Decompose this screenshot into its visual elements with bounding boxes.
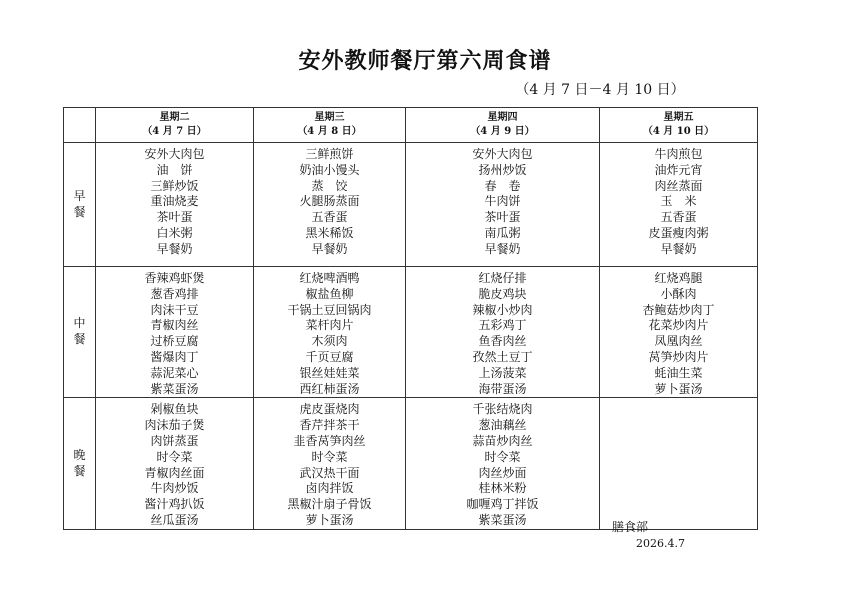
footer-date: 2026.4.7	[636, 537, 685, 550]
menu-item: 重油烧麦	[150, 194, 199, 209]
menu-item: 安外大肉包	[472, 147, 533, 161]
menu-item: 丝瓜蛋汤	[150, 512, 199, 527]
menu-item: 孜然土豆丁	[472, 349, 533, 364]
menu-item: 红烧鸡腿	[654, 271, 703, 285]
menu-item: 早餐奶	[156, 241, 193, 256]
menu-item: 萝卜蛋汤	[305, 512, 354, 527]
menu-item: 葱香鸡排	[150, 286, 199, 301]
menu-cell	[600, 398, 758, 529]
menu-item: 剁椒鱼块	[150, 402, 199, 417]
menu-cell	[406, 143, 600, 267]
meal-label-dinner: 晚 餐	[64, 398, 96, 529]
menu-item: 辣椒小炒肉	[472, 302, 533, 317]
menu-item: 香芹拌茶干	[299, 418, 360, 433]
breakfast-row	[64, 143, 758, 267]
menu-item: 海带蛋汤	[478, 381, 527, 396]
date-range: （4 月 7 日－4 月 10 日）	[515, 82, 685, 98]
menu-item: 时令菜	[311, 449, 348, 464]
day-header: 星期三 （4 月 8 日）	[254, 108, 406, 143]
menu-item: 肉饼蒸蛋	[150, 433, 199, 448]
menu-item: 鱼香肉丝	[478, 334, 527, 349]
menu-item: 虎皮蛋烧肉	[299, 402, 360, 417]
menu-item: 桂林米粉	[478, 481, 527, 496]
menu-item: 油炸元宵	[654, 162, 703, 177]
menu-item: 早餐奶	[484, 241, 521, 256]
menu-item: 肉丝炒面	[478, 465, 527, 480]
menu-item: 时令菜	[156, 449, 193, 464]
menu-cell	[254, 398, 406, 529]
menu-item: 千页豆腐	[305, 349, 354, 364]
menu-item: 椒盐鱼柳	[305, 286, 354, 301]
menu-item: 蒸 饺	[311, 178, 348, 193]
menu-item: 菜杆肉片	[305, 318, 354, 333]
menu-item: 肉丝蒸面	[654, 178, 703, 193]
menu-item: 早餐奶	[660, 241, 697, 256]
menu-item: 五香蛋	[660, 210, 697, 225]
menu-item: 蒜苗炒肉丝	[472, 433, 533, 448]
menu-item: 韭香莴笋肉丝	[293, 433, 366, 448]
meal-label-breakfast: 早 餐	[64, 143, 96, 267]
menu-item: 咖喱鸡丁拌饭	[466, 497, 539, 512]
menu-item: 紫菜蛋汤	[150, 381, 199, 396]
menu-item: 黑米稀饭	[305, 225, 354, 240]
menu-item: 萝卜蛋汤	[654, 381, 703, 396]
day-header: 星期五 （4 月 10 日）	[600, 108, 758, 143]
menu-item: 花菜炒肉片	[648, 318, 709, 333]
menu-cell	[406, 398, 600, 529]
meal-label-lunch: 中 餐	[64, 267, 96, 398]
dinner-row	[64, 398, 758, 529]
menu-cell	[254, 267, 406, 398]
menu-item: 木须肉	[311, 334, 348, 349]
menu-item: 卤肉拌饭	[305, 481, 354, 496]
menu-item: 牛肉煎包	[654, 147, 703, 161]
menu-item: 肉沫茄子煲	[144, 418, 205, 433]
menu-item: 红烧仔排	[478, 271, 527, 285]
menu-cell	[600, 267, 758, 398]
menu-item: 扬州炒饭	[478, 162, 527, 177]
menu-item: 青椒肉丝面	[144, 465, 205, 480]
menu-item: 小酥肉	[660, 286, 697, 301]
menu-item: 皮蛋瘦肉粥	[648, 225, 709, 240]
day-header: 星期二 （4 月 7 日）	[96, 108, 254, 143]
menu-item: 西红柿蛋汤	[299, 381, 360, 396]
menu-item: 三鲜煎饼	[305, 147, 354, 161]
lunch-row	[64, 267, 758, 398]
menu-item: 千张结烧肉	[472, 402, 533, 417]
corner-cell	[64, 108, 96, 143]
menu-item: 早餐奶	[311, 241, 348, 256]
footer-department: 膳食部	[612, 520, 649, 534]
menu-item: 牛肉炒饭	[150, 481, 199, 496]
menu-item: 奶油小馒头	[299, 162, 360, 177]
menu-cell	[600, 143, 758, 267]
menu-cell	[96, 143, 254, 267]
menu-item: 过桥豆腐	[150, 334, 199, 349]
menu-item: 春 卷	[484, 178, 521, 193]
menu-item: 葱油藕丝	[478, 418, 527, 433]
menu-item: 银丝娃娃菜	[299, 365, 360, 380]
menu-item: 茶叶蛋	[484, 210, 521, 225]
header-row	[64, 108, 758, 143]
menu-item: 黑椒汁扇子骨饭	[287, 497, 372, 512]
menu-item: 安外大肉包	[144, 147, 205, 161]
menu-item: 酱汁鸡扒饭	[144, 497, 205, 512]
menu-item: 蒜泥菜心	[150, 365, 199, 380]
menu-item: 肉沫干豆	[150, 302, 199, 317]
menu-item: 玉 米	[660, 194, 697, 209]
menu-item: 香辣鸡虾煲	[144, 271, 205, 285]
menu-item: 莴笋炒肉片	[648, 349, 709, 364]
menu-item: 茶叶蛋	[156, 210, 193, 225]
menu-item: 紫菜蛋汤	[478, 512, 527, 527]
menu-table	[63, 107, 758, 530]
menu-item: 油 饼	[156, 162, 193, 177]
menu-item: 三鲜炒饭	[150, 178, 199, 193]
menu-item: 五香蛋	[311, 210, 348, 225]
menu-item: 南瓜粥	[484, 225, 521, 240]
menu-cell	[96, 267, 254, 398]
menu-item: 蚝油生菜	[654, 365, 703, 380]
menu-item: 杏鲍菇炒肉丁	[642, 302, 715, 317]
menu-item: 牛肉饼	[484, 194, 521, 209]
menu-cell	[96, 398, 254, 529]
menu-item: 上汤菠菜	[478, 365, 527, 380]
menu-item: 火腿肠蒸面	[299, 194, 360, 209]
menu-cell	[254, 143, 406, 267]
menu-item: 脆皮鸡块	[478, 286, 527, 301]
menu-item: 干锅土豆回锅肉	[287, 302, 372, 317]
day-header: 星期四 （4 月 9 日）	[406, 108, 600, 143]
page-title: 安外教师餐厅第六周食谱	[298, 48, 552, 74]
menu-item: 五彩鸡丁	[478, 318, 527, 333]
menu-item: 白米粥	[156, 225, 193, 240]
menu-item: 凤凰肉丝	[654, 334, 703, 349]
menu-item: 武汉热干面	[299, 465, 360, 480]
menu-item: 时令菜	[484, 449, 521, 464]
menu-item: 红烧啤酒鸭	[299, 271, 360, 285]
menu-item: 酱爆肉丁	[150, 349, 199, 364]
menu-item: 青椒肉丝	[150, 318, 199, 333]
menu-cell	[406, 267, 600, 398]
